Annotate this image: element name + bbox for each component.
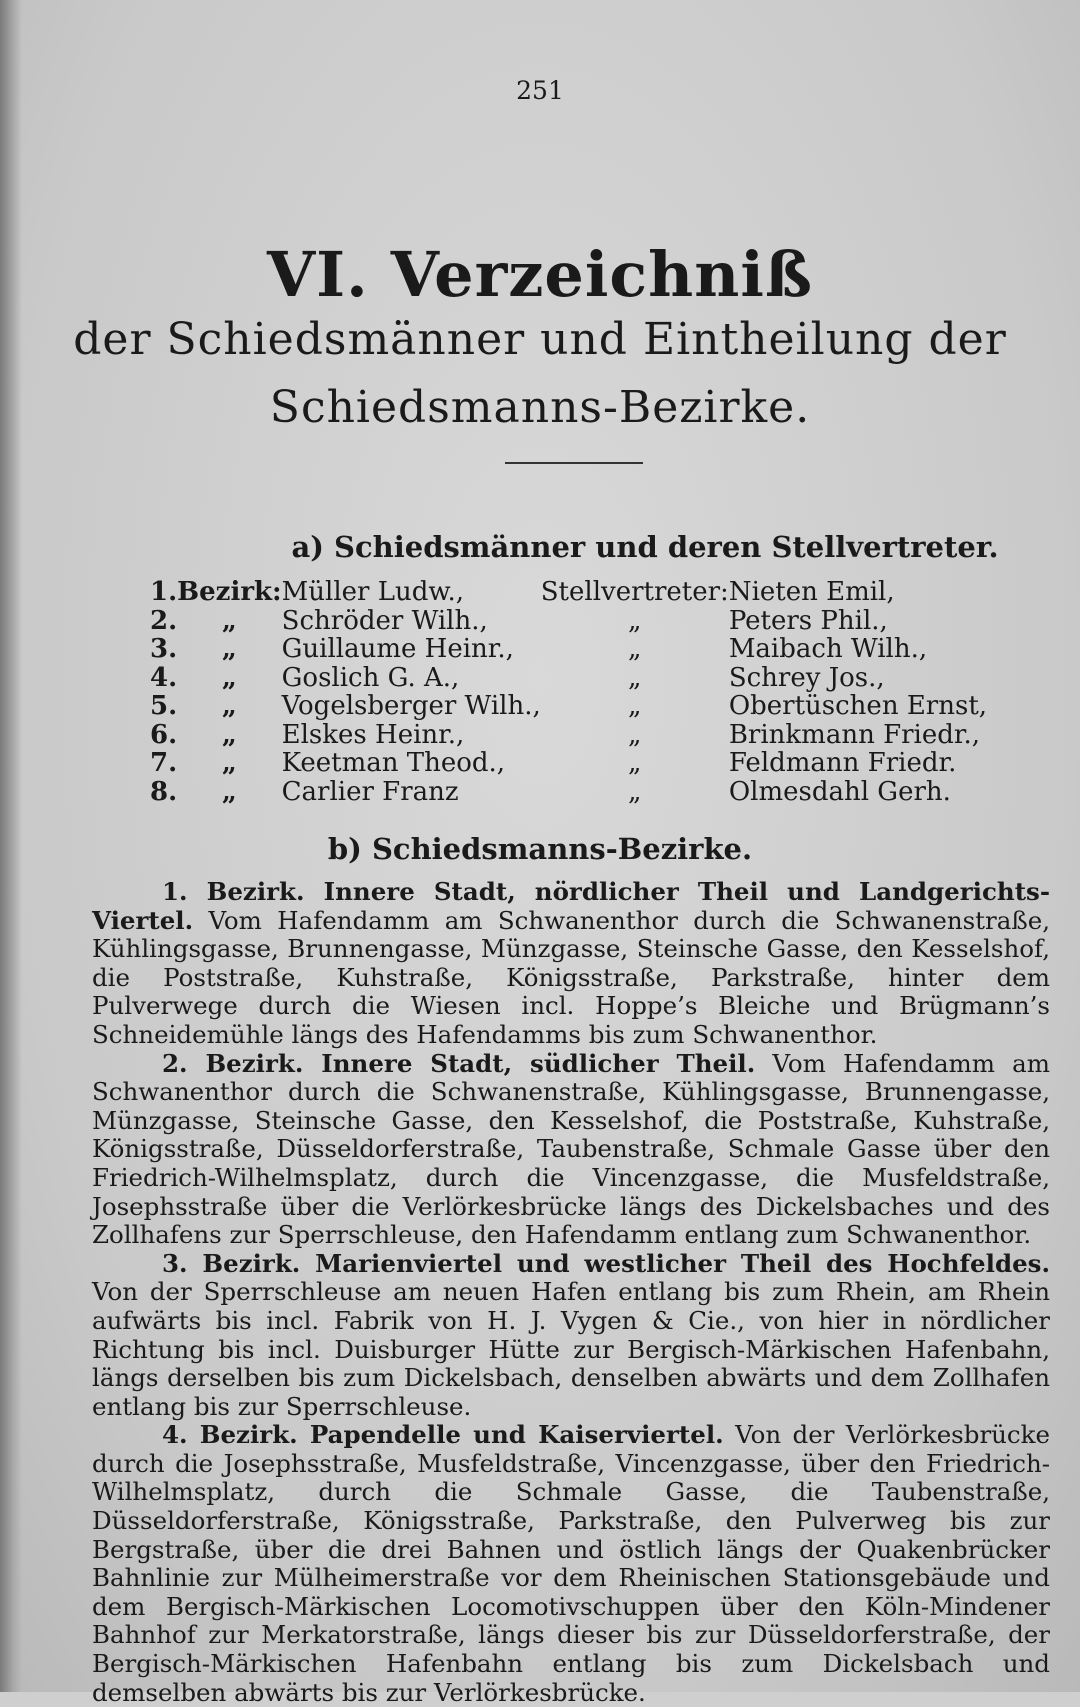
- district-label: Bezirk:: [177, 577, 282, 607]
- ditto-mark: „: [221, 719, 237, 750]
- substitute-name: Brinkmann Friedr.,: [728, 719, 980, 750]
- substitute-name: Olmesdahl Gerh.: [728, 776, 951, 807]
- district-number: 4.: [150, 662, 178, 693]
- arbitrator-name: Keetman Theod.,: [281, 748, 506, 778]
- district-paragraph: [92, 1050, 1050, 1250]
- ditto-mark: „: [628, 719, 642, 750]
- ditto-mark: „: [221, 662, 237, 693]
- arbitrator-name: Müller Ludw.,: [281, 577, 465, 607]
- table-row: [150, 749, 987, 778]
- district-heading: 3. Bezirk. Marienviertel und westlicher Theil des Hochfeldes.: [162, 1248, 1050, 1278]
- arbitrator-name: Elskes Heinr.,: [281, 719, 465, 750]
- district-number: 2.: [150, 605, 178, 636]
- section-b-heading: b) Schiedsmanns-Bezirke.: [327, 832, 753, 866]
- substitute-name: Peters Phil.,: [728, 605, 888, 636]
- substitute-name: Maibach Wilh.,: [728, 634, 928, 664]
- arbitrator-name: Schröder Wilh.,: [281, 605, 488, 636]
- district-heading: 2. Bezirk. Innere Stadt, südlicher Theil.: [162, 1048, 756, 1078]
- district-paragraph: [92, 1421, 1050, 1707]
- ditto-mark: „: [628, 605, 642, 636]
- ditto-mark: „: [628, 634, 642, 664]
- ditto-mark: „: [221, 691, 237, 721]
- page-title: [0, 238, 1080, 311]
- district-paragraph: [92, 878, 1050, 1050]
- arbitrator-name: Carlier Franz: [281, 776, 459, 807]
- arbitrator-name: Vogelsberger Wilh.,: [281, 691, 541, 721]
- district-text: Von der Verlörkesbrücke durch die Josephsstraße, Musfeldstraße, Vincenzgasse, über den Friedrich-Wilhelmsplatz, durch die Schmale Gasse, die Taubenstraße, Düsseldorferstraße, Königsstraße, Parkstraße, den Pulverweg bis zur Bergstraße, über die drei Bahnen und östlich längs der Quakenbrücker Bahnlinie zur Mülheimerstraße vor dem Rheinischen Stationsgebäude und dem Bergisch-Märkischen Locomotivschuppen über den Köln-Mindener Bahnhof zur Merkatorstraße, längs dieser bis zur Düsseldorferstraße, der Bergisch-Märkischen Hafenbahn entlang bis zum Dickelsbach und demselben abwärts bis zur Verlörkesbrücke.: [92, 1420, 1051, 1707]
- page-number: 251: [516, 76, 564, 105]
- district-heading: 1. Bezirk. Innere Stadt, nördlicher Theil und Landgerichts-Viertel.: [92, 877, 1050, 935]
- district-heading: 4. Bezirk. Papendelle und Kaiserviertel.: [162, 1420, 724, 1450]
- district-number: 1.: [150, 577, 178, 607]
- substitute-name: Feldmann Friedr.: [728, 748, 957, 778]
- district-text: Vom Hafendamm am Schwanenthor durch die Schwanenstraße, Kühlingsgasse, Brunnengasse, Münzgasse, Steinsche Gasse, den Kesselshof, die Poststraße, Kuhstraße, Königsstraße, Parkstraße, hinter dem Pulverwege durch die Wiesen incl. Hoppe’s Bleiche und Brügmann’s Schneidemühle längs des Hafendamms bis zum Schwanenthor.: [92, 905, 1050, 1049]
- table-row: [150, 607, 987, 636]
- title-roman-numeral: VI.: [267, 238, 369, 311]
- district-descriptions: [92, 878, 1050, 1707]
- substitute-name: Obertüschen Ernst,: [728, 691, 988, 721]
- table-row: [150, 778, 987, 807]
- ditto-mark: „: [628, 748, 642, 778]
- table-row: [150, 635, 987, 664]
- district-number: 6.: [150, 719, 178, 750]
- section-a-label: a) Schiedsmänner und deren Stellvertreter.: [291, 530, 999, 564]
- substitute-name: Schrey Jos.,: [728, 662, 885, 693]
- table-row: [150, 721, 987, 750]
- ditto-mark: „: [221, 605, 237, 636]
- table-row: [150, 664, 987, 693]
- arbitrators-table: [150, 578, 987, 806]
- district-number: 3.: [150, 634, 178, 664]
- district-number: 7.: [150, 748, 178, 778]
- ditto-mark: „: [628, 662, 642, 693]
- ditto-mark: „: [628, 691, 642, 721]
- title-divider: [505, 462, 643, 464]
- table-row: [150, 692, 987, 721]
- district-text: Von der Sperrschleuse am neuen Hafen entlang bis zum Rhein, am Rhein aufwärts bis incl. Fabrik von H. J. Vygen & Cie., von hier in nördlicher Richtung bis incl. Duisburger Hütte zur Bergisch-Märkischen Hafenbahn, längs derselben bis zum Dickelsbach, denselben abwärts und dem Zollhafen entlang bis zur Sperrschleuse.: [92, 1277, 1050, 1421]
- section-a-heading: [0, 530, 1080, 564]
- district-number: 5.: [150, 691, 178, 721]
- table-row: [150, 578, 987, 607]
- district-paragraph: [92, 1250, 1050, 1422]
- district-number: 8.: [150, 776, 178, 807]
- ditto-mark: „: [628, 776, 642, 807]
- substitute-name: Nieten Emil,: [728, 577, 895, 607]
- district-text: Vom Hafendamm am Schwanenthor durch die Schwanenstraße, Kühlingsgasse, Brunnengasse, Münzgasse, Steinsche Gasse, den Kesselshof, die Poststraße, Kuhstraße, Königsstraße, Düsseldorferstraße, Taubenstraße, Schmale Gasse über den Friedrich-Wilhelmsplatz, durch die Vincenzgasse, die Musfeldstraße, Josephsstraße über die Verlörkesbrücke längs des Dickelsbaches und des Zollhafens zur Sperrschleuse, den Hafendamm entlang zum Schwanenthor.: [92, 1048, 1050, 1250]
- substitute-label: Stellvertreter:: [540, 577, 729, 607]
- arbitrator-name: Guillaume Heinr.,: [281, 634, 514, 664]
- title-subtitle-line-1: der Schiedsmänner und Eintheilung der: [73, 314, 1007, 365]
- title-subtitle-line-2: Schiedsmanns-Bezirke.: [269, 382, 811, 433]
- ditto-mark: „: [221, 634, 237, 664]
- ditto-mark: „: [221, 776, 237, 807]
- ditto-mark: „: [221, 748, 237, 778]
- title-word: Verzeichniß: [390, 238, 813, 311]
- arbitrator-name: Goslich G. A.,: [281, 662, 460, 693]
